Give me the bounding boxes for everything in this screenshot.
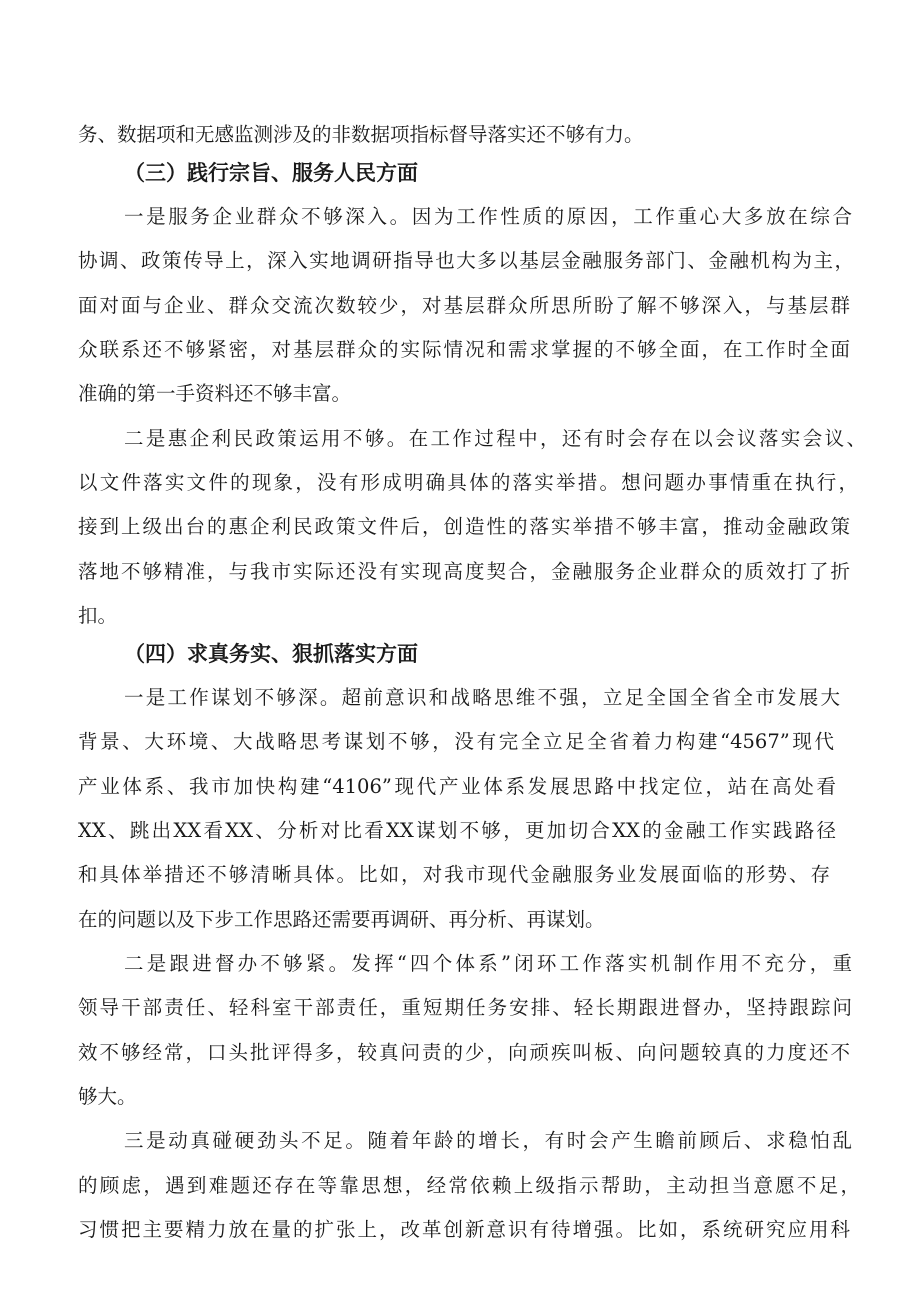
paragraph-line: 习惯把主要精力放在量的扩张上，改革创新意识有待增强。比如，系统研究应用科 [78, 1218, 850, 1241]
paragraph-line: 协调、政策传导上，深入实地调研指导也大多以基层金融服务部门、金融机构为主， [78, 249, 854, 272]
paragraph-line: 以文件落实文件的现象，没有形成明确具体的落实举措。想问题办事情重在执行， [78, 471, 858, 494]
paragraph-line: 面对面与企业、群众交流次数较少，对基层群众所思所盼了解不够深入，与基层群 [78, 294, 850, 317]
paragraph-line: 够大。 [78, 1085, 137, 1108]
paragraph-line: 二是跟进督办不够紧。发挥“四个体系”闭环工作落实机制作用不充分，重 [124, 952, 852, 975]
paragraph-line: 三是动真碰硬劲头不足。随着年龄的增长，有时会产生瞻前顾后、求稳怕乱 [124, 1129, 852, 1152]
paragraph-line: 背景、大环境、大战略思考谋划不够，没有完全立足全省着力构建“4567”现代 [78, 730, 834, 753]
paragraph-line: 一是服务企业群众不够深入。因为工作性质的原因，工作重心大多放在综合 [124, 205, 852, 228]
paragraph-line: 二是惠企利民政策运用不够。在工作过程中，还有时会存在以会议落实会议、 [124, 427, 866, 450]
section-heading-4: （四）求真务实、狠抓落实方面 [124, 642, 418, 666]
paragraph-line: 准确的第一手资料还不够丰富。 [78, 382, 352, 405]
paragraph-line: 一是工作谋划不够深。超前意识和战略思维不强，立足全国全省全市发展大 [124, 686, 840, 709]
paragraph-line: XX、跳出XX看XX、分析对比看XX谋划不够，更加切合XX的金融工作实践路径 [78, 819, 836, 842]
paragraph-line: 落地不够精准，与我市实际还没有实现高度契合，金融服务企业群众的质效打了折 [78, 560, 850, 583]
paragraph-line: 扣。 [78, 604, 118, 627]
paragraph-line: 众联系还不够紧密，对基层群众的实际情况和需求掌握的不够全面，在工作时全面 [78, 338, 850, 361]
paragraph-line: 和具体举措还不够清晰具体。比如，对我市现代金融服务业发展面临的形势、存 [78, 863, 830, 886]
paragraph-line: 效不够经常，口头批评得多，较真问责的少，向顽疾叫板、向问题较真的力度还不 [78, 1041, 850, 1064]
paragraph-line: 产业体系、我市加快构建“4106”现代产业体系发展思路中找定位，站在高处看 [78, 775, 836, 798]
paragraph-line: 领导干部责任、轻科室干部责任，重短期任务安排、轻长期跟进督办，坚持跟踪问 [78, 996, 852, 1019]
paragraph-line: 的顾虑，遇到难题还存在等靠思想，经常依赖上级指示帮助，主动担当意愿不足， [78, 1174, 860, 1197]
section-heading-3: （三）践行宗旨、服务人民方面 [124, 161, 418, 185]
paragraph-line: 接到上级出台的惠企利民政策文件后，创造性的落实举措不够丰富，推动金融政策 [78, 515, 850, 538]
paragraph-line: 在的问题以及下步工作思路还需要再调研、再分析、再谋划。 [78, 908, 605, 931]
paragraph-line: 务、数据项和无感监测涉及的非数据项指标督导落实还不够有力。 [78, 123, 644, 146]
